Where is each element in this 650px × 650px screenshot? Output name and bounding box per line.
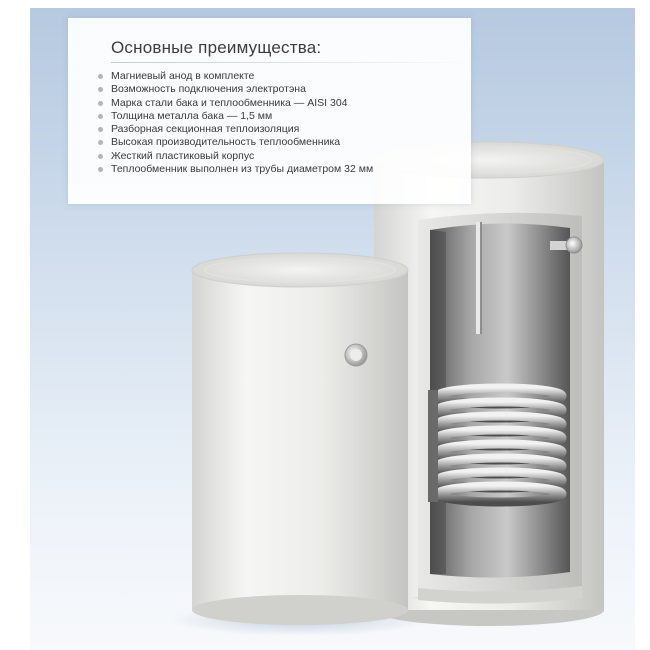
feature-text: Возможность подключения электротэна (111, 83, 306, 96)
feature-text: Магниевый анод в комплекте (111, 70, 255, 82)
closed-tank (192, 253, 408, 625)
bullet-icon (98, 154, 103, 159)
features-panel (68, 18, 471, 204)
panel-divider (111, 62, 471, 63)
list-item (98, 163, 373, 176)
bullet-icon (98, 167, 103, 172)
bullet-icon (98, 74, 103, 79)
bullet-icon (98, 114, 103, 119)
bullet-icon (98, 127, 103, 132)
feature-text: Теплообменник выполнен из трубы диаметром 32 мм (111, 163, 374, 176)
feature-text: Высокая производительность теплообменника (111, 136, 341, 149)
list-item (98, 70, 373, 83)
feature-text: Разборная секционная теплоизоляция (111, 123, 300, 136)
panel-title: Основные преимущества: (111, 38, 322, 57)
bullet-icon (98, 140, 103, 145)
bullet-icon (98, 87, 103, 92)
list-item (98, 150, 373, 163)
heat-exchanger-coil (428, 388, 562, 502)
feature-list (98, 70, 373, 176)
feature-text: Толщина металла бака — 1,5 мм (111, 109, 273, 122)
feature-text: Марка стали бака и теплообменника — AISI 304 (111, 96, 348, 109)
feature-text: Жесткий пластиковый корпус (111, 149, 255, 162)
list-item (98, 83, 373, 96)
cutaway-tank (374, 142, 604, 626)
list-item (98, 97, 373, 110)
product-scene (30, 8, 635, 650)
list-item (98, 110, 373, 123)
bullet-icon (98, 101, 103, 106)
list-item (98, 136, 373, 149)
list-item (98, 123, 373, 136)
